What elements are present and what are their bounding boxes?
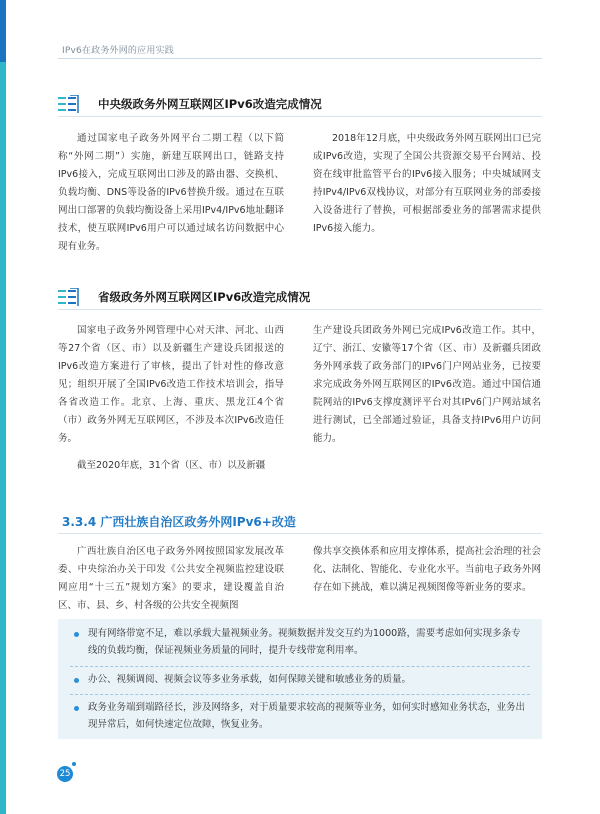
bullet-dot-icon [74,678,79,683]
section2-left-column [58,322,284,475]
bullet-dot-icon [74,632,79,637]
list-item [70,625,530,659]
dashed-divider [70,666,530,667]
section-divider [58,309,542,310]
section-title: 省级政务外网互联网区IPv6改造完成情况 [98,290,311,304]
list-item-text: 办公、视频调阅、视频会议等多业务承载，如何保障关键和敏感业务的质量。 [88,674,412,685]
paragraph: 截至2020年底，31个省（区、市）以及新疆 [77,460,266,471]
paragraph: 生产建设兵团政务外网已完成IPv6改造工作。其中，辽宁、浙江、安徽等17个省（区、市）及新疆兵团政务外网承载了政务部门的IPv6门户网站业务，已按要求完成政务外网互联网区的IPv6改造。通过中国信通院网站的IPv6支撑度测评平台对其IPv6门户网站域名进行测试，已全部通过验证，具备支持IPv6用户访问能力。 [313,325,541,444]
subsection-divider [58,533,542,534]
section1-right-column [313,130,541,238]
paragraph: 广西壮族自治区电子政务外网按照国家发展改革委、中央综治办关于印发《公共安全视频监控建设联网应用“十三五”规划方案》的要求，建设覆盖自治区、市、县、乡、村各级的公共安全视频图 [58,546,284,611]
challenges-callout [58,619,542,739]
paragraph: 通过国家电子政务外网平台二期工程（以下简称“外网二期”）实施，新建互联网出口，链路支持IPv6接入，完成互联网出口涉及的路由器、交换机、负载均衡、DNS等设备的IPv6替换升级。通过在互联网出口部署的负载均衡设备上采用IPv4/IPv6地址翻译技术，使互联网IPv6用户可以通过域名访问数据中心现有业务。 [58,133,284,252]
section2-right-column [313,322,541,448]
bullet-dot-icon [74,706,79,711]
section-divider [58,116,542,117]
list-item-text: 政务业务端到端路径长，涉及网络多，对于质量要求较高的视频等业务，如何实时感知业务状态，业务出现异常后，如何快速定位故障，恢复业务。 [88,702,526,730]
list-item [70,699,530,733]
list-check-icon [58,288,80,308]
section-heading-central [58,93,542,117]
section-title: 中央级政务外网互联网区IPv6改造完成情况 [98,97,322,111]
dashed-divider [70,694,530,695]
subsection-title: 3.3.4 广西壮族自治区政务外网IPv6+改造 [62,515,296,529]
paragraph: 国家电子政务外网管理中心对天津、河北、山西等27个省（区、市）以及新疆生产建设兵团报送的IPv6改造方案进行了审核，提出了针对性的修改意见；组织开展了全国IPv6改造工作技术培训会，指导各省改造工作。北京、上海、重庆、黑龙江4个省（市）政务外网无互联网区，不涉及本次IPv6改造任务。 [58,325,284,444]
left-accent-bar [0,0,6,814]
section-heading-provincial [58,286,542,310]
page-number-dot [72,762,76,766]
list-item-text: 现有网络带宽不足，难以承载大量视频业务。视频数据并发交互约为1000路，需要考虑如何实现多条专线的负载均衡，保证视频业务质量的同时，提升专线带宽利用率。 [88,628,521,656]
running-header: IPv6在政务外网的应用实践 [62,46,174,56]
section3-right-column [313,543,541,597]
list-check-icon [58,95,80,115]
header-divider [58,58,542,59]
paragraph: 2018年12月底，中央级政务外网互联网出口已完成IPv6改造，实现了全国公共资源交易平台网站、投资在线审批监管平台的IPv6接入服务；中央城域网支持IPv4/IPv6双栈协议，对部分有互联网业务的部委接入设备进行了替换，可根据部委业务的部署需求提供IPv6接入能力。 [313,133,541,234]
paragraph: 像共享交换体系和应用支撑体系，提高社会治理的社会化、法制化、智能化、专业化水平。当前电子政务外网存在如下挑战，难以满足视频图像等新业务的要求。 [313,546,542,593]
page-number: 25 [57,766,73,782]
section1-left-column [58,130,284,256]
section3-left-column [58,543,284,615]
list-item [70,671,530,688]
